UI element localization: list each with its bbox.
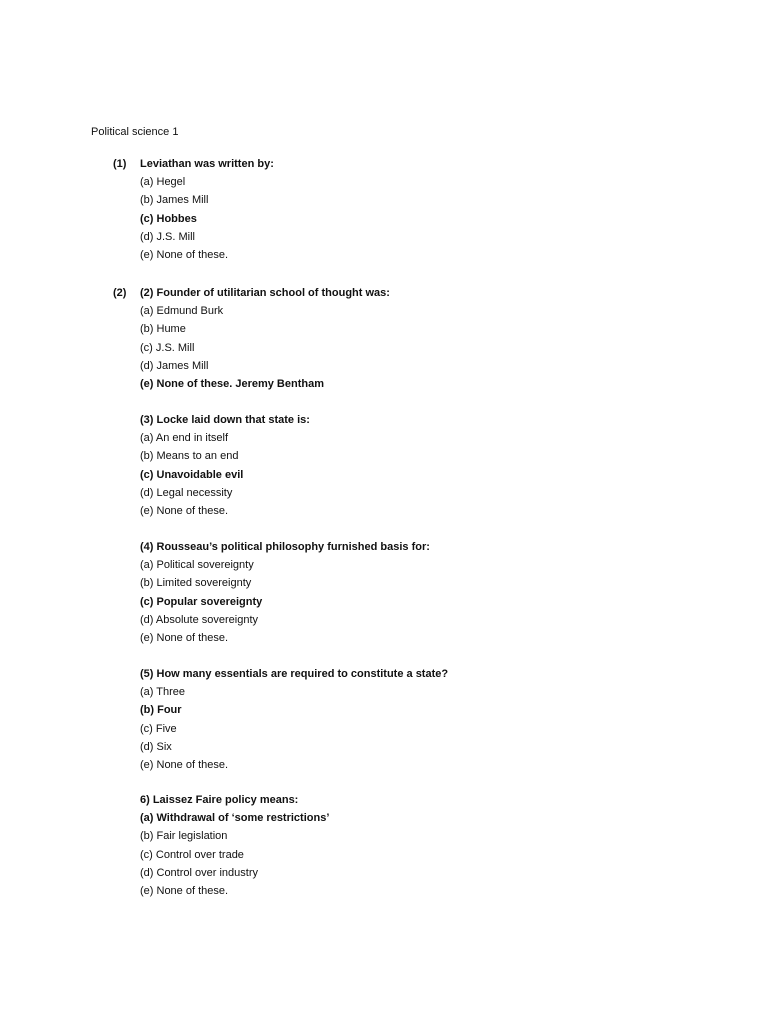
option-e: (e) None of these. [140, 759, 229, 772]
option-b: (b) Limited sovereignty [140, 577, 252, 590]
option-e: (e) None of these. [140, 505, 229, 518]
option-b: (b) Fair legislation [140, 830, 228, 843]
option-c: (c) Control over trade [140, 848, 244, 861]
option-a: (a) Edmund Burk [140, 305, 224, 317]
question-heading [140, 665, 700, 683]
question-5 [140, 665, 700, 774]
question-text: (3) Locke laid down that state is: [140, 414, 310, 426]
option-c: (c) Five [140, 722, 177, 735]
question-1 [113, 155, 700, 264]
option-a: (a) Three [140, 686, 186, 698]
option-d: (d) Six [140, 740, 172, 753]
option-b: (b) Hume [140, 323, 186, 336]
option-d: (d) Legal necessity [140, 486, 233, 499]
question-text: Leviathan was written by: [140, 158, 274, 170]
question-heading [140, 411, 700, 429]
question-heading [140, 791, 700, 809]
question-text: (2) Founder of utilitarian school of thought was: [140, 287, 390, 299]
question-4 [140, 538, 700, 647]
question-text: (5) How many essentials are required to constitute a state? [140, 668, 449, 680]
option-d: (d) J.S. Mill [140, 230, 195, 243]
question-heading [113, 284, 700, 302]
option-c-correct-answer: (c) Popular sovereignty [140, 595, 263, 608]
option-d: (d) James Mill [140, 359, 209, 372]
option-c: (c) J.S. Mill [140, 341, 195, 354]
option-d: (d) Control over industry [140, 866, 258, 879]
question-3 [140, 411, 700, 520]
question-number: (2) [113, 287, 127, 299]
option-d: (d) Absolute sovereignty [140, 613, 259, 626]
option-a: (a) Political sovereignty [140, 559, 254, 571]
option-a-correct-answer: (a) Withdrawal of ‘some restrictions’ [140, 812, 330, 824]
option-e: (e) None of these. [140, 885, 229, 898]
question-6 [140, 791, 700, 900]
option-a: (a) An end in itself [140, 432, 229, 444]
question-text: 6) Laissez Faire policy means: [140, 794, 299, 806]
option-a: (a) Hegel [140, 176, 186, 188]
question-heading [140, 538, 700, 556]
question-text: (4) Rousseau’s political philosophy furnished basis for: [140, 541, 430, 553]
question-number: (1) [113, 158, 127, 170]
option-b: (b) James Mill [140, 194, 209, 207]
option-e-correct-answer: (e) None of these. Jeremy Bentham [140, 378, 324, 391]
question-2 [113, 284, 700, 393]
question-heading [113, 155, 700, 173]
option-b: (b) Means to an end [140, 450, 239, 463]
document-title: Political science 1 [91, 126, 179, 138]
option-c-correct-answer: (c) Unavoidable evil [140, 468, 244, 481]
option-e: (e) None of these. [140, 632, 229, 645]
option-c-correct-answer: (c) Hobbes [140, 212, 197, 225]
option-e: (e) None of these. [140, 249, 229, 262]
option-b-correct-answer: (b) Four [140, 704, 182, 717]
